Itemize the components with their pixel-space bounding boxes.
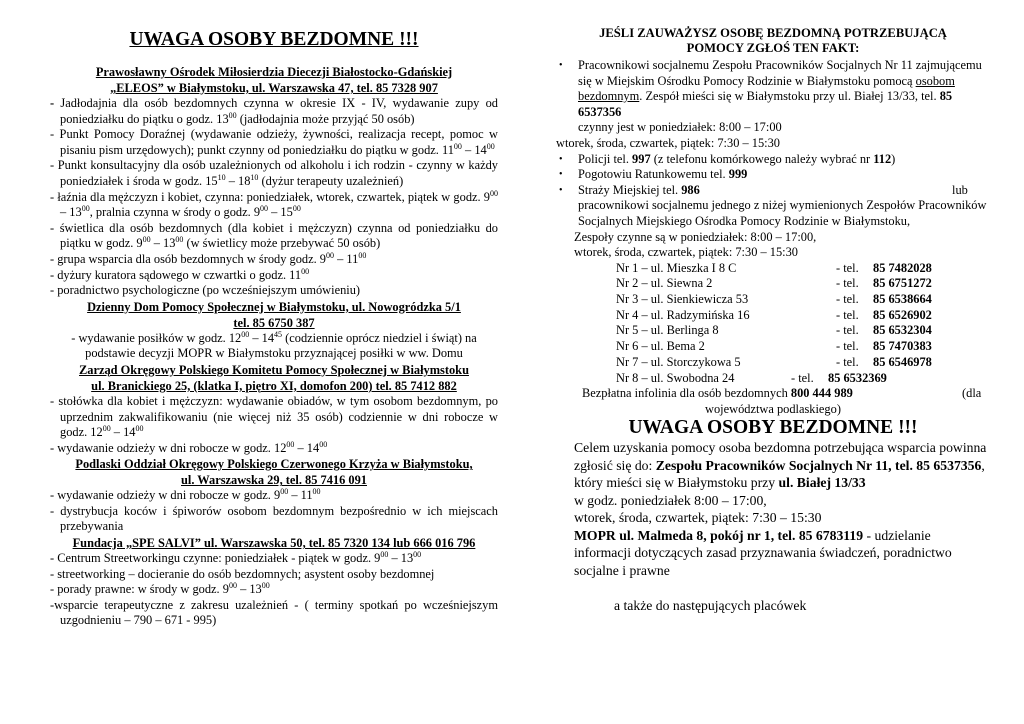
right-column (556, 0, 990, 615)
report-item-police: • Policji tel. 997 (z telefonu komórkowego należy wybrać nr 112) (559, 151, 896, 166)
homeless-link-text: osobom bezdomnym (578, 73, 955, 104)
report-heading-line-2: POMOCY ZGŁOŚ TEN FAKT: (686, 41, 860, 55)
eleos-item-6: - grupa wsparcia dla osób bezdomnych w środy godz. $9^{00} - 11^{00}$ (50, 250, 367, 266)
eleos-item-7: - dyżury kuratora sądowego w czwartki o godz. $11^{00}$ (50, 266, 310, 282)
team-row: Nr 6 – ul. Bema 2 - tel. 85 7470383 (616, 339, 932, 354)
dps-tel: tel. 85 6750 387 (233, 315, 315, 330)
teams-hours-2: wtorek, środa, czwartek, piątek: 7:30 – 15:30 (574, 245, 798, 260)
report-item-social-worker: • Pracownikowi socjalnemu Zespołu Pracowników Socjalnych Nr 11 zajmującemu się w Miejskim Ośrodku Pomocy Rodzinie w Białymstoku pomocą osobom bezdomnym. Zespół mieści się w Białymstoku przy ul. Białej 13/33, tel. 85 6537356 czynny jest w poniedziałek: 8:00 – 17:00 wtorek, środa, czwartek, piątek: 7:30 – 15:30 (556, 58, 982, 150)
eleos-address: „ELEOS” w Białymstoku, ul. Warszawska 47, tel. 85 7328 907 (110, 81, 438, 95)
bullet-icon: • (559, 60, 563, 71)
bullet-icon: • (559, 184, 563, 196)
pkps-item-1: - stołówka dla kobiet i mężczyzn: wydawanie obiadów, w tym osobom bezdomnym, po uprzednim zakwalifikowaniu (nie więcej niż 35 osób) codziennie w dni robocze w godz. $12^{00} - 14^{00}$ (50, 393, 498, 440)
dps-item: - wydawanie posiłków w godz. $12^{00} - 14^{45}$ (codziennie oprócz niedziel i świąt) na podstawie decyzji MOPR w Białymstoku przyznającej posiłki w ww. Domu (71, 329, 477, 361)
pck-name: Podlaski Oddział Okręgowy Polskiego Czerwonego Krzyża w Białymstoku, (75, 457, 473, 472)
dps-name: Dzienny Dom Pomocy Społecznej w Białymstoku, ul. Nowogródzka 5/1 (87, 299, 461, 314)
spe-item-4: -wsparcie terapeutyczne z zakresu uzależnień - ( terminy spotkań po wcześniejszym uzgodnieniu – 790 – 671 - 995) (50, 597, 498, 628)
eleos-item-1: - Jadłodajnia dla osób bezdomnych czynna w okresie IX - IV, wydawanie zupy od poniedziałku do piątku o godz. $13^{00}$ (jadłodajnia może przyjąć 50 osób) (50, 96, 498, 126)
eleos-item-8: - poradnictwo psychologiczne (po wcześniejszym umówieniu) (50, 283, 361, 298)
teams-hours-1: Zespoły czynne są w poniedziałek: 8:00 – 17:00, (574, 229, 817, 244)
team-row: Nr 1 – ul. Mieszka I 8 C - tel. 85 7482028 (616, 260, 932, 275)
eleos-item-5: - świetlica dla osób bezdomnych (dla kobiet i mężczyzn) czynna od poniedziałku do piątku w godz. $9^{00} - 13^{00}$ (w świetlicy może przebywać 50 osób) (50, 220, 498, 251)
pkps-name: Zarząd Okręgowy Polskiego Komitetu Pomocy Społecznej w Białymstoku (79, 362, 469, 377)
team-row: Nr 3 – ul. Sienkiewicza 53 - tel. 85 6538664 (616, 292, 932, 307)
teams-table (556, 261, 990, 387)
left-title: UWAGA OSOBY BEZDOMNE !!! (129, 29, 419, 50)
eleos-item-4: - łaźnia dla mężczyzn i kobiet, czynna: poniedziałek, wtorek, czwartek, piątek w godz. $9^{00} - 13^{00}$, pralnia czynna w środy o godz. $9^{00} - 15^{00}$ (50, 188, 498, 220)
spe-section (50, 535, 498, 629)
eleos-section (50, 64, 498, 299)
eleos-name: Prawosławny Ośrodek Miłosierdzia Diecezji Białostocko-Gdańskiej (95, 65, 453, 79)
bullet-icon: • (559, 169, 563, 181)
team-row: Nr 4 – ul. Radzymińska 16 - tel. 85 6526902 (616, 307, 932, 322)
eleos-item-3: - Punkt konsultacyjny dla osób uzależnionych od alkoholu i ich rodzin - czynny w każdy poniedziałek i środa w godz. $15^{10} - 18^{10}$ (dyżur terapeuty uzależnień) (50, 158, 498, 188)
spe-item-1: - Centrum Streetworkingu czynne: poniedziałek - piątek w godz. $9^{00} - 13^{00}$ (50, 549, 422, 566)
spe-item-2: - streetworking – docieranie do osób bezdomnych; asystent osoby bezdomnej (50, 566, 435, 581)
pck-item-1: - wydawanie odzieży w dni robocze w godz. $9^{00} - 11^{00}$ (50, 487, 321, 503)
report-item-city-guard: • Straży Miejskiej tel. 986 lub pracownikowi socjalnemu jednego z niżej wymienionych Zespołów Pracowników Socjalnych Miejskiego Ośrodka Pomocy Rodzinie w Białymstoku, (559, 182, 987, 228)
pkps-section (50, 362, 498, 456)
pck-section (50, 456, 498, 535)
right-title: UWAGA OSOBY BEZDOMNE !!! (628, 417, 918, 439)
also-text: a także do następujących placówek (614, 598, 807, 614)
pkps-address: ul. Branickiego 25, (klatka I, piętro XI, domofon 200) tel. 85 7412 882 (91, 378, 457, 393)
eleos-item-2: - Punkt Pomocy Doraźnej (wydawanie odzieży, żywności, realizacja recept, pomoc w pisaniu pism urzędowych); punkt czynny od poniedziałku do piątku w godz. $11^{00} - 14^{00}$ (50, 127, 498, 157)
spe-item-3: - porady prawne: w środy w godz. $9^{00} - 13^{00}$ (50, 581, 270, 597)
team-row: Nr 2 – ul. Siewna 2 - tel. 85 6751272 (616, 276, 932, 291)
final-instructions: Celem uzyskania pomocy osoba bezdomna potrzebująca wsparcia powinna zgłosić się do: Zespołu Pracowników Socjalnych Nr 11, tel. 85 6537356, który mieści się w Białymstoku przy ul. Białej 13/33 w godz. poniedziałek 8:00 – 17:00, wtorek, środa, czwartek, piątek: 7:30 – 15:30 MOPR ul. Malmeda 8, pokój nr 1, tel. 85 6783119 - udzielanie informacji dotyczących zasad przyznawania świadczeń, poradnictwo socjalne i prawne (574, 440, 987, 578)
infoline: Bezpłatna infolinia dla osób bezdomnych 800 444 989 (dla (582, 386, 982, 401)
infoline-line-2: województwa podlaskiego) (705, 401, 841, 416)
pck-address: ul. Warszawska 29, tel. 85 7416 091 (181, 473, 367, 488)
team-row: Nr 5 – ul. Berlinga 8 - tel. 85 6532304 (616, 323, 932, 338)
team-row: Nr 8 – ul. Swobodna 24 - tel. 85 6532369 (616, 370, 887, 385)
spe-name: Fundacja „SPE SALVI” ul. Warszawska 50, tel. 85 7320 134 lub 666 016 796 (72, 536, 476, 551)
report-heading-line-1: JEŚLI ZAUWAŻYSZ OSOBĘ BEZDOMNĄ POTRZEBUJĄCĄ (599, 26, 947, 40)
pck-item-2: - dystrybucja koców i śpiworów osobom bezdomnym bezpośrednio w ich miejscach przebywania (50, 503, 498, 534)
dps-section (50, 299, 498, 362)
pkps-item-2: - wydawanie odzieży w dni robocze w godz. $12^{00} - 14^{00}$ (50, 439, 328, 455)
report-list (556, 58, 990, 230)
team-row: Nr 7 – ul. Storczykowa 5 - tel. 85 6546978 (616, 354, 932, 369)
left-column (50, 0, 498, 629)
bullet-icon: • (559, 153, 563, 165)
report-item-ambulance: • Pogotowiu Ratunkowemu tel. 999 (559, 167, 748, 182)
